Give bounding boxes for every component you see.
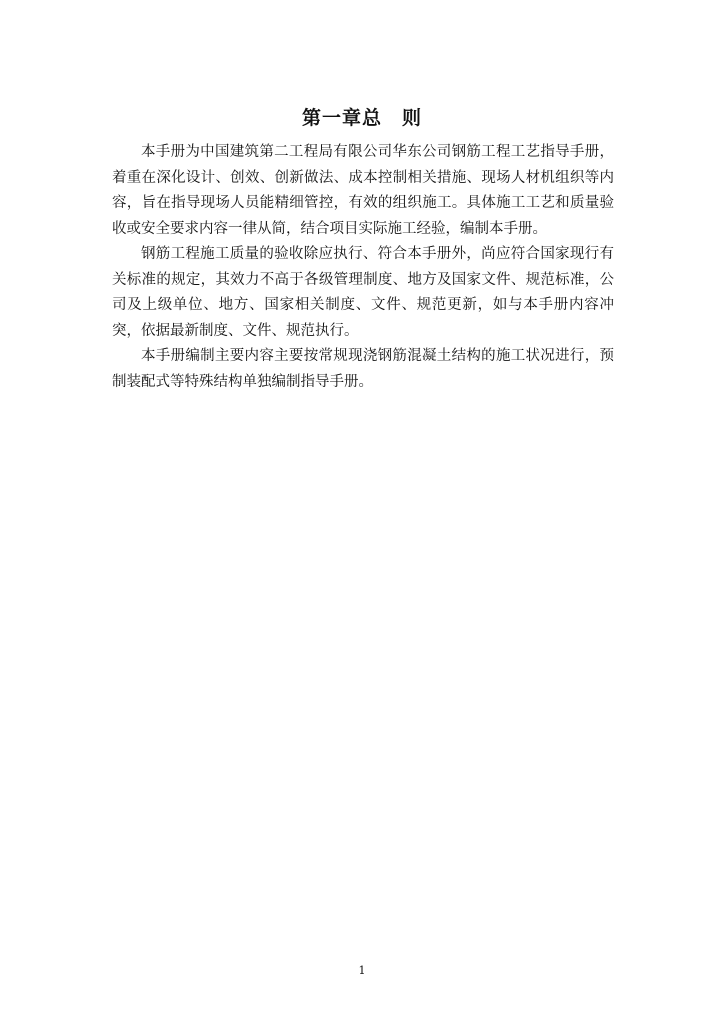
page-number: 1 bbox=[358, 964, 366, 977]
chapter-title: 第一章总 则 bbox=[301, 107, 422, 129]
paragraph-1: 本手册为中国建筑第二工程局有限公司华东公司钢筋工程工艺指导手册，着重在深化设计、创效、创新做法、成本控制相关措施、现场人材机组织等内容，旨在指导现场人员能精细管控，有效的组织施工。具体施工工艺和质量验收或安全要求内容一律从简，结合项目实际施工经验，编制本手册。 bbox=[112, 144, 614, 237]
paragraph-3: 本手册编制主要内容主要按常规现浇钢筋混凝土结构的施工状况进行，预制装配式等特殊结构单独编制指导手册。 bbox=[112, 348, 614, 390]
paragraph-2: 钢筋工程施工质量的验收除应执行、符合本手册外，尚应符合国家现行有关标准的规定，其效力不高于各级管理制度、地方及国家文件、规范标准，公司及上级单位、地方、国家相关制度、文件、规范更新，如与本手册内容冲突，依据最新制度、文件、规范执行。 bbox=[112, 246, 614, 339]
body-text bbox=[112, 140, 614, 395]
